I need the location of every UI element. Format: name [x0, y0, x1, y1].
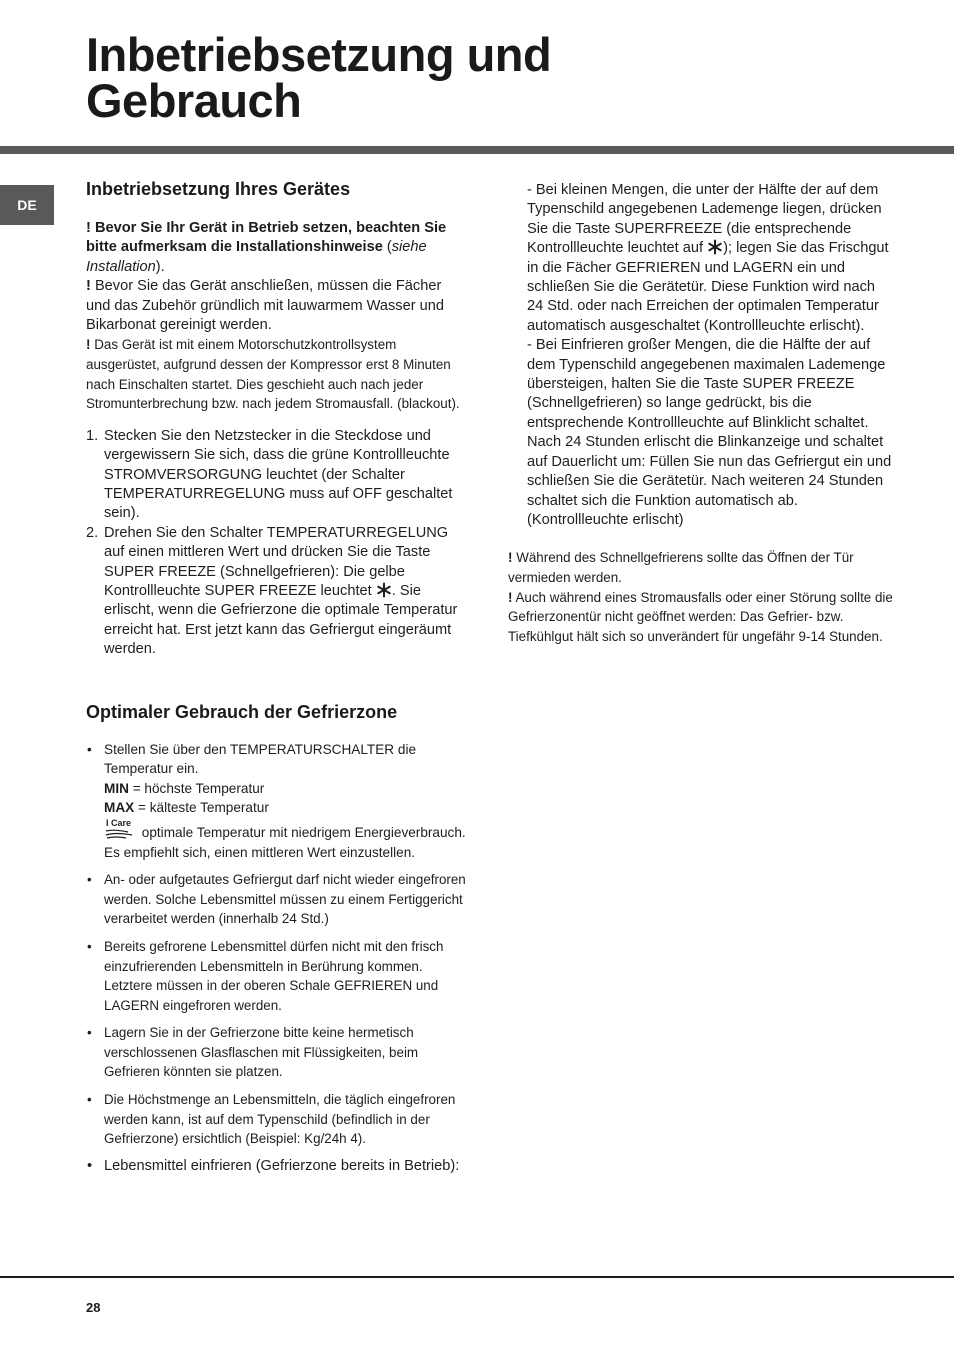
warning-motor-protection-text: Das Gerät ist mit einem Motorschutzkontrollsystem ausgerüstet, aufgrund dessen der Kompressor erst 8 Minuten nach Einschalten startet. Dies geschieht auch nach jeder Stromunterbrechung bzw. nach jedem Stromausfall. (blackout).	[86, 337, 460, 412]
list-item	[86, 1157, 466, 1176]
header-rule	[0, 146, 954, 154]
list-item	[86, 427, 466, 524]
large-quantity-instruction	[508, 336, 893, 530]
list-item	[86, 1090, 466, 1149]
step-1-text: Stecken Sie den Netzstecker in die Steckdose und vergewissern Sie sich, dass die grüne Kontrollleuchte STROMVERSORGUNG leuchtet (der Schalter TEMPERATURREGELUNG muss auf OFF geschaltet sein).	[104, 427, 453, 522]
warning-installation: ! Bevor Sie Ihr Gerät in Betrieb setzen, beachten Sie bitte aufmerksam die Installationshinweise (siehe Installation).	[86, 220, 447, 275]
right-column	[508, 181, 893, 646]
large-quantity-text: - Bei Einfrieren großer Mengen, die die Hälfte der auf dem Typenschild angegebenen maximalen Lademenge übersteigen, halten Sie die Taste SUPER FREEZE (Schnellgefrieren) so lange gedrückt, bis die entsprechende Kontrollleuchte auf Blinklicht schaltet. Nach 24 Stunden erlischt die Blinkanzeige und schaltet auf Dauerlicht um: Füllen Sie nun das Gefriergut ein und schließen Sie die Gerätetür. Nach weiteren 24 Stunden schaltet sich die Funktion automatisch ab. (Kontrollleuchte erlischt)	[527, 337, 892, 528]
max-quantity-note: Die Höchstmenge an Lebensmitteln, die täglich eingefroren werden kann, ist auf dem Typenschild (befindlich in der Gefrierzone) ersichtlich (Beispiel: Kg/24h 4).	[104, 1092, 456, 1147]
warning-cleaning	[86, 277, 466, 335]
exclamation-icon: !	[86, 337, 91, 353]
exclamation-icon: !	[86, 278, 91, 295]
freezing-instruction: Lebensmittel einfrieren (Gefrierzone bereits in Betrieb):	[104, 1157, 460, 1174]
temperature-instruction: Stellen Sie über den TEMPERATURSCHALTER die Temperatur ein.	[104, 741, 417, 777]
warning-installation-text: Bevor Sie Ihr Gerät in Betrieb setzen, beachten Sie bitte aufmerksam die Installationshinweise	[86, 220, 447, 256]
i-care-description: optimale Temperatur mit niedrigem Energieverbrauch.	[141, 825, 466, 841]
section-heading-startup: Inbetriebsetzung Ihres Gerätes	[86, 179, 351, 199]
warning-motor-protection	[86, 335, 466, 413]
step-number: 2.	[86, 524, 99, 541]
small-quantity-text-b: ); legen Sie das Frischgut in die Fächer GEFRIEREN und LAGERN ein und schließen Sie die Gerätetür. Diese Funktion wird nach 24 Std. oder nach Erreichen der optimalen Temperatur automatisch ausgeschaltet (Kontrollleuchte erlischt).	[527, 240, 889, 334]
list-item	[86, 524, 466, 660]
step-2-text-b: . Sie erlischt, wenn die Gefrierzone die optimale Temperatur erreicht hat. Erst jetzt kann das Gefriergut eingeräumt werden.	[104, 583, 458, 658]
frozen-contact-note: Bereits gefrorene Lebensmittel dürfen nicht mit den frisch einzufrierenden Lebensmitteln in Berührung kommen. Letztere müssen in der oberen Schale GEFRIEREN und LAGERN eingefroren werden.	[104, 938, 444, 1013]
max-description: = kälteste Temperatur	[138, 799, 269, 815]
note-power-failure-text: Auch während eines Stromausfalls oder einer Störung sollte die Gefrierzonentür nicht geöffnet werden: Das Gefrier- bzw. Tiefkühlgut hält sich so unverändert für ungefähr 9-14 Stunden.	[508, 589, 893, 644]
step-number: 1.	[86, 427, 99, 444]
exclamation-icon: !	[86, 220, 91, 236]
page-title-line-2: Gebrauch	[86, 74, 302, 127]
small-quantity-instruction	[508, 181, 893, 336]
page-title-line-1: Inbetriebsetzung und	[86, 28, 552, 81]
exclamation-icon: !	[508, 589, 513, 605]
note-quick-freeze	[508, 548, 893, 587]
startup-steps	[86, 427, 466, 660]
page-title	[86, 28, 552, 127]
snowflake-icon	[707, 239, 723, 255]
warning-cleaning-text: Bevor Sie das Gerät anschließen, müssen die Fächer und das Zubehör gründlich mit lauwarmem Wasser und Bikarbonat gereinigt werden.	[86, 278, 444, 334]
note-power-failure	[508, 588, 893, 647]
section-heading-freezer-use: Optimaler Gebrauch der Gefrierzone	[86, 701, 398, 722]
list-item	[86, 937, 466, 1015]
language-tab: DE	[0, 185, 54, 225]
recommendation: Es empfiehlt sich, einen mittleren Wert einzustellen.	[104, 844, 416, 860]
left-column	[86, 178, 466, 1184]
i-care-icon	[104, 817, 138, 841]
min-description: = höchste Temperatur	[132, 780, 265, 796]
i-care-label: I Care	[106, 818, 132, 829]
max-label: MAX	[104, 799, 135, 815]
installation-reference: siehe Installation	[86, 239, 427, 275]
glass-bottles-note: Lagern Sie in der Gefrierzone bitte keine hermetisch verschlossenen Glasflaschen mit Flüssigkeiten, beim Gefrieren könnten sie platzen.	[104, 1025, 419, 1080]
refreeze-note: An- oder aufgetautes Gefriergut darf nicht wieder eingefroren werden. Solche Lebensmittel müssen zu einem Fertiggericht verarbeitet werden (innerhalb 24 Std.)	[104, 872, 466, 927]
note-quick-freeze-text: Während des Schnellgefrierens sollte das Öffnen der Tür vermieden werden.	[508, 550, 854, 585]
footer-rule	[0, 1276, 954, 1278]
min-label: MIN	[104, 780, 129, 796]
list-item	[86, 870, 466, 929]
page-number: 28	[86, 1300, 101, 1315]
step-2-text-a: Drehen Sie den Schalter TEMPERATURREGELUNG auf einen mittleren Wert und drücken Sie die Taste SUPER FREEZE (Schnellgefrieren): Die gelbe Kontrollleuchte SUPER FREEZE leuchtet	[104, 524, 449, 600]
list-item	[86, 740, 466, 862]
exclamation-icon: !	[508, 550, 513, 566]
freezer-use-list	[86, 740, 466, 1177]
snowflake-icon	[376, 582, 392, 598]
small-quantity-text-a: - Bei kleinen Mengen, die unter der Hälfte der auf dem Typenschild angegebenen Lademenge liegen, drücken Sie die Taste SUPERFREEZE (die entsprechende Kontrollleuchte leuchtet auf	[527, 182, 882, 257]
list-item	[86, 1023, 466, 1082]
